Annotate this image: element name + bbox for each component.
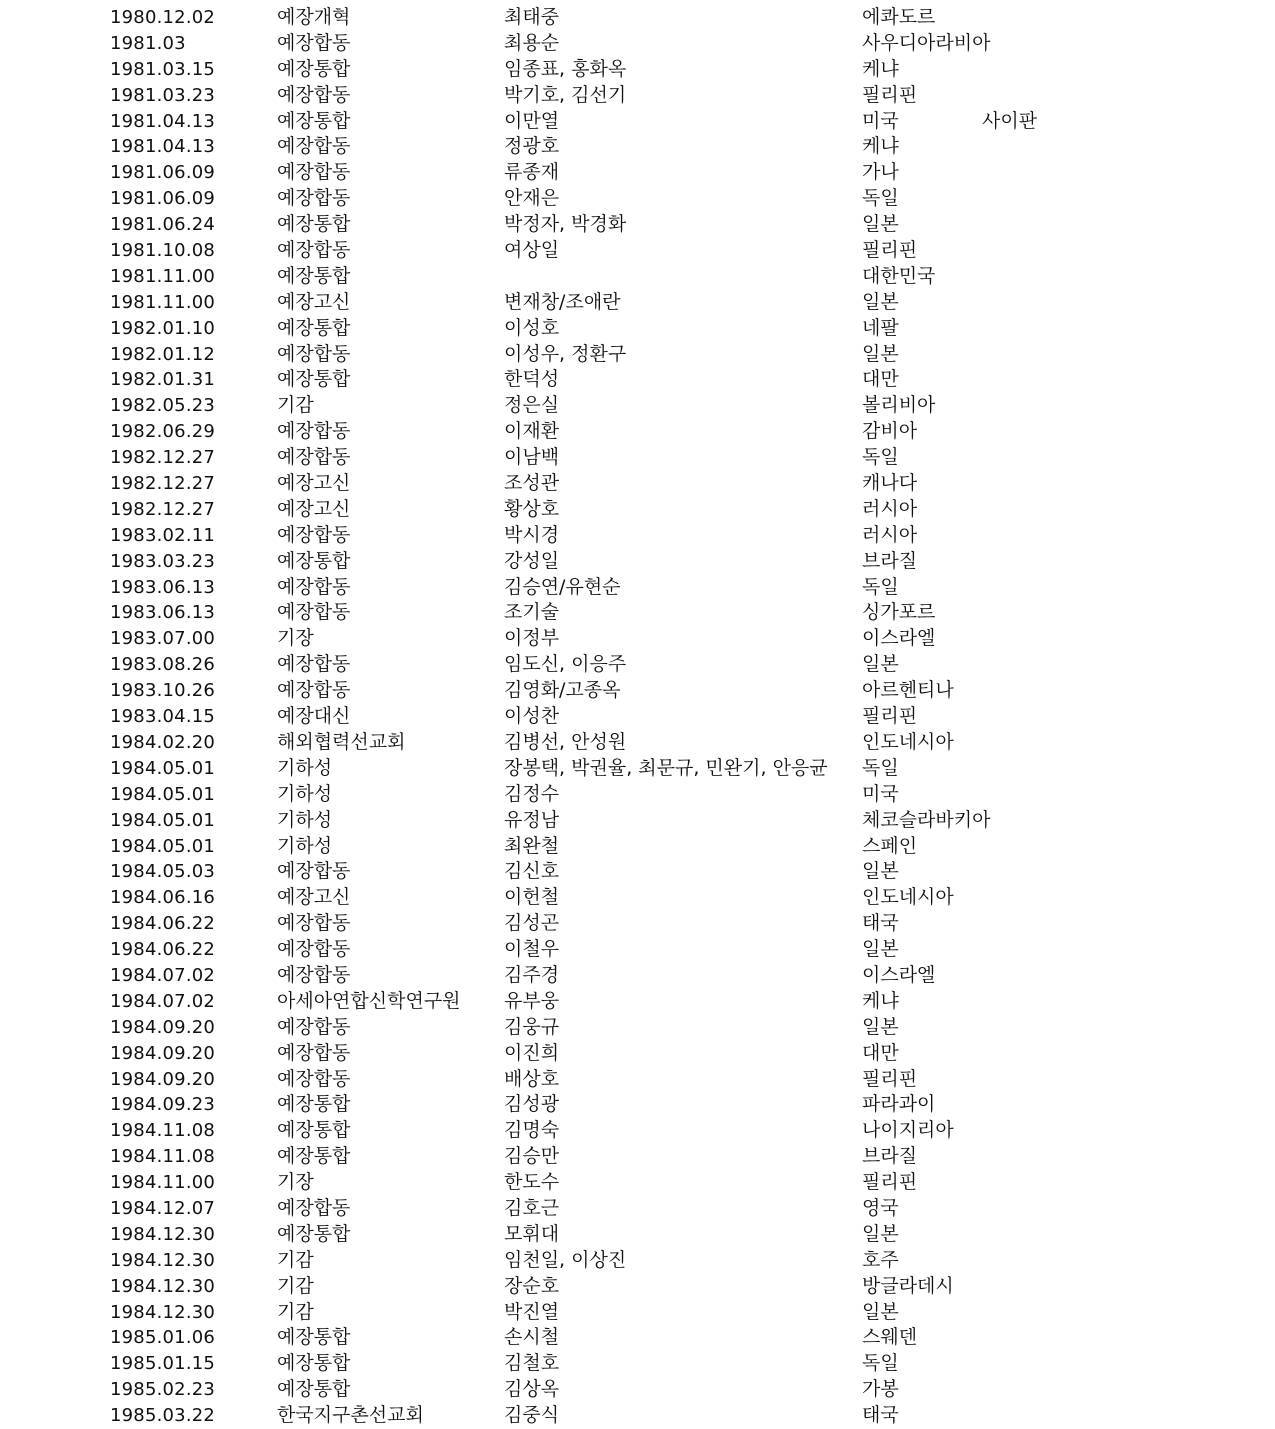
table-row	[0, 238, 1275, 264]
date-cell: 1984.11.08	[110, 1146, 216, 1168]
denomination-cell: 기장	[277, 1171, 314, 1194]
country-cell: 대만	[862, 1041, 899, 1064]
country-cell: 볼리비아	[862, 394, 936, 417]
missionary-name-cell: 김정수	[504, 782, 560, 805]
table-row	[0, 1015, 1275, 1041]
table-row	[0, 31, 1275, 57]
date-cell: 1984.05.03	[110, 861, 216, 883]
table-row	[0, 1274, 1275, 1300]
country-cell: 인도네시아	[862, 730, 954, 753]
denomination-cell: 예장통합	[277, 1119, 351, 1142]
country-cell: 캐나다	[862, 472, 918, 495]
missionary-name-cell: 한덕성	[504, 368, 560, 391]
table-row	[0, 497, 1275, 523]
table-row	[0, 1248, 1275, 1274]
date-cell: 1983.02.11	[110, 524, 216, 546]
table-row	[0, 342, 1275, 368]
table-row	[0, 1118, 1275, 1144]
missionary-name-cell: 강성일	[504, 549, 560, 572]
country-cell: 독일	[862, 446, 899, 469]
date-cell: 1981.06.09	[110, 162, 216, 184]
table-row	[0, 57, 1275, 83]
date-cell: 1984.12.30	[110, 1275, 216, 1297]
table-row	[0, 575, 1275, 601]
country-cell: 태국	[862, 912, 899, 935]
denomination-cell: 기하성	[277, 756, 333, 779]
date-cell: 1985.03.22	[110, 1405, 216, 1427]
missionary-name-cell: 황상호	[504, 497, 560, 520]
country-cell: 러시아	[862, 523, 918, 546]
denomination-cell: 예장합동	[277, 420, 351, 443]
denomination-cell: 예장통합	[277, 264, 351, 287]
missionary-name-cell: 이철우	[504, 938, 560, 961]
table-row	[0, 1041, 1275, 1067]
table-row	[0, 83, 1275, 109]
denomination-cell: 예장통합	[277, 1222, 351, 1245]
table-row	[0, 367, 1275, 393]
table-row	[0, 808, 1275, 834]
country-cell: 필리핀	[862, 239, 918, 262]
missionary-name-cell: 유부웅	[504, 989, 560, 1012]
denomination-cell: 아세아연합신학연구원	[277, 989, 461, 1012]
missionary-name-cell: 장봉택, 박권율, 최문규, 민완기, 안응균	[504, 756, 828, 779]
missionary-name-cell: 이만열	[504, 109, 560, 132]
missionary-name-cell: 한도수	[504, 1171, 560, 1194]
denomination-cell: 예장통합	[277, 549, 351, 572]
date-cell: 1984.07.02	[110, 990, 216, 1012]
table-row	[0, 704, 1275, 730]
table-row	[0, 523, 1275, 549]
date-cell: 1982.01.10	[110, 317, 216, 339]
missionary-name-cell: 조기술	[504, 601, 560, 624]
date-cell: 1984.12.30	[110, 1301, 216, 1323]
country-cell: 케냐	[862, 989, 899, 1012]
date-cell: 1984.09.20	[110, 1016, 216, 1038]
denomination-cell: 예장통합	[277, 1145, 351, 1168]
date-cell: 1981.04.13	[110, 136, 216, 158]
denomination-cell: 예장고신	[277, 290, 351, 313]
table-row	[0, 186, 1275, 212]
date-cell: 1984.09.20	[110, 1068, 216, 1090]
country-cell: 파라과이	[862, 1093, 936, 1116]
table-row	[0, 1092, 1275, 1118]
region-note-cell: 사이판	[982, 109, 1038, 132]
date-cell: 1983.03.23	[110, 550, 216, 572]
table-row	[0, 134, 1275, 160]
table-row	[0, 911, 1275, 937]
country-cell: 일본	[862, 938, 899, 961]
date-cell: 1983.07.00	[110, 628, 216, 650]
denomination-cell: 예장통합	[277, 368, 351, 391]
country-cell: 인도네시아	[862, 886, 954, 909]
date-cell: 1985.01.06	[110, 1327, 216, 1349]
date-cell: 1981.03	[110, 32, 186, 54]
country-cell: 태국	[862, 1404, 899, 1427]
denomination-cell: 예장합동	[277, 1015, 351, 1038]
table-row	[0, 445, 1275, 471]
date-cell: 1984.11.08	[110, 1120, 216, 1142]
denomination-cell: 예장통합	[277, 213, 351, 236]
country-cell: 브라질	[862, 1145, 918, 1168]
date-cell: 1984.07.02	[110, 964, 216, 986]
country-cell: 싱가포르	[862, 601, 936, 624]
missionary-name-cell: 최용순	[504, 31, 560, 54]
country-cell: 일본	[862, 290, 899, 313]
table-row	[0, 989, 1275, 1015]
date-cell: 1984.05.01	[110, 835, 216, 857]
country-cell: 독일	[862, 187, 899, 210]
country-cell: 아르헨티나	[862, 679, 954, 702]
denomination-cell: 예장합동	[277, 135, 351, 158]
missionary-name-cell: 박진열	[504, 1300, 560, 1323]
table-row	[0, 290, 1275, 316]
table-row	[0, 600, 1275, 626]
country-cell: 일본	[862, 1300, 899, 1323]
date-cell: 1984.09.20	[110, 1042, 216, 1064]
table-row	[0, 885, 1275, 911]
date-cell: 1984.11.00	[110, 1172, 216, 1194]
denomination-cell: 예장합동	[277, 963, 351, 986]
date-cell: 1980.12.02	[110, 7, 216, 28]
date-cell: 1982.05.23	[110, 395, 216, 417]
missionary-table	[0, 5, 1275, 1429]
country-cell: 영국	[862, 1196, 899, 1219]
missionary-name-cell: 모휘대	[504, 1222, 560, 1245]
table-row	[0, 160, 1275, 186]
table-row	[0, 1144, 1275, 1170]
missionary-name-cell: 이남백	[504, 446, 560, 469]
denomination-cell: 예장합동	[277, 523, 351, 546]
missionary-name-cell: 임종표, 홍화옥	[504, 57, 627, 80]
missionary-name-cell: 정은실	[504, 394, 560, 417]
country-cell: 방글라데시	[862, 1274, 954, 1297]
denomination-cell: 예장통합	[277, 1093, 351, 1116]
country-cell: 이스라엘	[862, 963, 936, 986]
table-row	[0, 1300, 1275, 1326]
missionary-name-cell: 김웅규	[504, 1015, 560, 1038]
missionary-name-cell: 변재창/조애란	[504, 290, 621, 313]
country-cell: 독일	[862, 756, 899, 779]
date-cell: 1984.06.22	[110, 939, 216, 961]
missionary-name-cell: 유정남	[504, 808, 560, 831]
table-row	[0, 963, 1275, 989]
date-cell: 1981.10.08	[110, 240, 216, 262]
table-row	[0, 5, 1275, 31]
missionary-name-cell: 임천일, 이상진	[504, 1248, 627, 1271]
date-cell: 1984.05.01	[110, 757, 216, 779]
denomination-cell: 예장통합	[277, 316, 351, 339]
missionary-name-cell: 이정부	[504, 627, 560, 650]
table-row	[0, 1403, 1275, 1429]
denomination-cell: 예장통합	[277, 109, 351, 132]
country-cell: 독일	[862, 575, 899, 598]
country-cell: 사우디아라비아	[862, 31, 991, 54]
denomination-cell: 예장합동	[277, 601, 351, 624]
denomination-cell: 예장통합	[277, 1352, 351, 1375]
country-cell: 일본	[862, 1015, 899, 1038]
country-cell: 가봉	[862, 1378, 899, 1401]
missionary-name-cell: 정광호	[504, 135, 560, 158]
country-cell: 일본	[862, 653, 899, 676]
date-cell: 1985.02.23	[110, 1379, 216, 1401]
missionary-name-cell: 이진희	[504, 1041, 560, 1064]
country-cell: 네팔	[862, 316, 899, 339]
country-cell: 가나	[862, 161, 899, 184]
country-cell: 케냐	[862, 57, 899, 80]
missionary-name-cell: 이재환	[504, 420, 560, 443]
denomination-cell: 예장고신	[277, 497, 351, 520]
denomination-cell: 예장합동	[277, 1196, 351, 1219]
country-cell: 필리핀	[862, 705, 918, 728]
table-row	[0, 549, 1275, 575]
country-cell: 미국	[862, 782, 899, 805]
missionary-name-cell: 장순호	[504, 1274, 560, 1297]
missionary-name-cell: 이헌철	[504, 886, 560, 909]
denomination-cell: 예장합동	[277, 446, 351, 469]
date-cell: 1981.06.09	[110, 188, 216, 210]
date-cell: 1984.12.30	[110, 1249, 216, 1271]
table-row	[0, 756, 1275, 782]
missionary-name-cell: 안재은	[504, 187, 560, 210]
date-cell: 1981.04.13	[110, 110, 216, 132]
denomination-cell: 예장합동	[277, 342, 351, 365]
country-cell: 필리핀	[862, 1171, 918, 1194]
country-cell: 스웨덴	[862, 1326, 918, 1349]
denomination-cell: 예장합동	[277, 31, 351, 54]
denomination-cell: 예장합동	[277, 679, 351, 702]
denomination-cell: 예장통합	[277, 1378, 351, 1401]
missionary-name-cell: 조성관	[504, 472, 560, 495]
denomination-cell: 기하성	[277, 782, 333, 805]
missionary-name-cell: 김영화/고종옥	[504, 679, 621, 702]
denomination-cell: 예장합동	[277, 1067, 351, 1090]
country-cell: 일본	[862, 1222, 899, 1245]
denomination-cell: 기장	[277, 627, 314, 650]
date-cell: 1984.06.16	[110, 887, 216, 909]
table-row	[0, 859, 1275, 885]
date-cell: 1982.12.27	[110, 473, 216, 495]
table-row	[0, 652, 1275, 678]
denomination-cell: 예장고신	[277, 472, 351, 495]
table-row	[0, 109, 1275, 135]
date-cell: 1983.06.13	[110, 576, 216, 598]
date-cell: 1982.06.29	[110, 421, 216, 443]
denomination-cell: 기감	[277, 1248, 314, 1271]
date-cell: 1984.06.22	[110, 913, 216, 935]
missionary-name-cell: 김병선, 안성원	[504, 730, 627, 753]
country-cell: 일본	[862, 342, 899, 365]
country-cell: 스페인	[862, 834, 918, 857]
date-cell: 1981.06.24	[110, 214, 216, 236]
date-cell: 1984.09.23	[110, 1094, 216, 1116]
date-cell: 1984.12.30	[110, 1223, 216, 1245]
date-cell: 1981.03.15	[110, 58, 216, 80]
country-cell: 대한민국	[862, 264, 936, 287]
date-cell: 1984.05.01	[110, 809, 216, 831]
denomination-cell: 기감	[277, 394, 314, 417]
date-cell: 1981.03.23	[110, 84, 216, 106]
country-cell: 미국	[862, 109, 899, 132]
denomination-cell: 예장합동	[277, 83, 351, 106]
missionary-name-cell: 김승만	[504, 1145, 560, 1168]
denomination-cell: 예장합동	[277, 938, 351, 961]
country-cell: 나이지리아	[862, 1119, 954, 1142]
missionary-name-cell: 김명숙	[504, 1119, 560, 1142]
date-cell: 1981.11.00	[110, 265, 216, 287]
date-cell: 1982.01.12	[110, 343, 216, 365]
denomination-cell: 한국지구촌선교회	[277, 1404, 424, 1427]
country-cell: 호주	[862, 1248, 899, 1271]
table-row	[0, 316, 1275, 342]
date-cell: 1981.11.00	[110, 291, 216, 313]
country-cell: 에콰도르	[862, 6, 936, 28]
table-row	[0, 471, 1275, 497]
denomination-cell: 기하성	[277, 808, 333, 831]
table-row	[0, 1067, 1275, 1093]
missionary-name-cell: 김승연/유현순	[504, 575, 621, 598]
table-row	[0, 1222, 1275, 1248]
missionary-name-cell: 이성찬	[504, 705, 560, 728]
table-row	[0, 264, 1275, 290]
table-row	[0, 1351, 1275, 1377]
country-cell: 이스라엘	[862, 627, 936, 650]
country-cell: 독일	[862, 1352, 899, 1375]
missionary-name-cell: 김성광	[504, 1093, 560, 1116]
denomination-cell: 예장통합	[277, 1326, 351, 1349]
denomination-cell: 예장합동	[277, 161, 351, 184]
country-cell: 러시아	[862, 497, 918, 520]
missionary-name-cell: 김호근	[504, 1196, 560, 1219]
missionary-name-cell: 김신호	[504, 860, 560, 883]
country-cell: 케냐	[862, 135, 899, 158]
denomination-cell: 예장고신	[277, 886, 351, 909]
table-row	[0, 1325, 1275, 1351]
country-cell: 체코슬라바키아	[862, 808, 991, 831]
table-row	[0, 393, 1275, 419]
missionary-name-cell: 박시경	[504, 523, 560, 546]
denomination-cell: 예장합동	[277, 239, 351, 262]
missionary-name-cell: 박정자, 박경화	[504, 213, 627, 236]
denomination-cell: 해외협력선교회	[277, 730, 406, 753]
denomination-cell: 예장합동	[277, 653, 351, 676]
missionary-name-cell: 손시철	[504, 1326, 560, 1349]
date-cell: 1982.12.27	[110, 498, 216, 520]
denomination-cell: 예장대신	[277, 705, 351, 728]
table-row	[0, 1196, 1275, 1222]
missionary-name-cell: 이성우, 정환구	[504, 342, 627, 365]
table-row	[0, 1377, 1275, 1403]
table-row	[0, 678, 1275, 704]
missionary-name-cell: 최완철	[504, 834, 560, 857]
country-cell: 감비아	[862, 420, 918, 443]
country-cell: 필리핀	[862, 83, 918, 106]
missionary-name-cell: 임도신, 이응주	[504, 653, 627, 676]
denomination-cell: 예장개혁	[277, 6, 351, 28]
date-cell: 1983.06.13	[110, 602, 216, 624]
missionary-name-cell: 박기호, 김선기	[504, 83, 627, 106]
date-cell: 1983.04.15	[110, 706, 216, 728]
denomination-cell: 예장합동	[277, 187, 351, 210]
denomination-cell: 예장합동	[277, 912, 351, 935]
table-row	[0, 212, 1275, 238]
missionary-name-cell: 최태중	[504, 6, 560, 28]
date-cell: 1983.08.26	[110, 654, 216, 676]
table-row	[0, 626, 1275, 652]
missionary-name-cell: 김상옥	[504, 1378, 560, 1401]
denomination-cell: 기감	[277, 1300, 314, 1323]
table-row	[0, 730, 1275, 756]
missionary-name-cell: 이성호	[504, 316, 560, 339]
denomination-cell: 기하성	[277, 834, 333, 857]
country-cell: 일본	[862, 213, 899, 236]
missionary-name-cell: 김주경	[504, 963, 560, 986]
missionary-name-cell: 여상일	[504, 239, 560, 262]
missionary-name-cell: 김철호	[504, 1352, 560, 1375]
denomination-cell: 예장합동	[277, 575, 351, 598]
date-cell: 1984.12.07	[110, 1197, 216, 1219]
country-cell: 일본	[862, 860, 899, 883]
denomination-cell: 예장통합	[277, 57, 351, 80]
denomination-cell: 예장합동	[277, 1041, 351, 1064]
table-row	[0, 1170, 1275, 1196]
country-cell: 필리핀	[862, 1067, 918, 1090]
country-cell: 브라질	[862, 549, 918, 572]
missionary-name-cell: 김성곤	[504, 912, 560, 935]
country-cell: 대만	[862, 368, 899, 391]
denomination-cell: 기감	[277, 1274, 314, 1297]
date-cell: 1983.10.26	[110, 680, 216, 702]
table-row	[0, 937, 1275, 963]
table-row	[0, 834, 1275, 860]
date-cell: 1984.05.01	[110, 783, 216, 805]
date-cell: 1984.02.20	[110, 731, 216, 753]
missionary-name-cell: 배상호	[504, 1067, 560, 1090]
missionary-name-cell: 김중식	[504, 1404, 560, 1427]
missionary-name-cell: 류종재	[504, 161, 560, 184]
date-cell: 1982.01.31	[110, 369, 216, 391]
date-cell: 1982.12.27	[110, 447, 216, 469]
denomination-cell: 예장합동	[277, 860, 351, 883]
table-row	[0, 419, 1275, 445]
table-row	[0, 782, 1275, 808]
date-cell: 1985.01.15	[110, 1353, 216, 1375]
